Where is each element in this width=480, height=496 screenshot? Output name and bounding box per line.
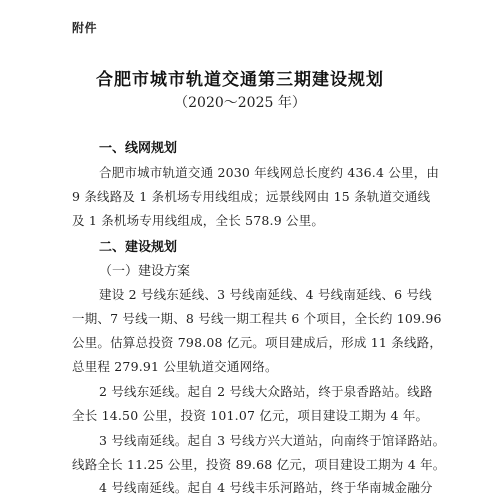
section-heading-network-planning: 一、线网规划: [99, 141, 178, 156]
paragraph-line: 及 1 条机场专用线组成，全长 578.9 公里。: [72, 213, 325, 228]
subsection-heading-construction-scheme: （一）建设方案: [99, 264, 191, 279]
paragraph-line-partial: 4 号线南延线。起自 4 号线丰乐河路站，终于华南城金融分: [99, 480, 433, 495]
document-subtitle: （2020～2025 年）: [174, 95, 306, 111]
document-title: 合肥市城市轨道交通第三期建设规划: [96, 70, 384, 90]
paragraph-line: 建设 2 号线东延线、3 号线南延线、4 号线南延线、6 号线: [99, 287, 432, 302]
paragraph-line: 全长 14.50 公里，投资 101.07 亿元，项目建设工期为 4 年。: [72, 408, 429, 423]
paragraph-line: 合肥市城市轨道交通 2030 年线网总长度约 436.4 公里，由: [99, 165, 440, 180]
paragraph-line: 3 号线南延线。起自 3 号线方兴大道站，向南终于馆译路站。: [99, 433, 446, 448]
paragraph-line: 9 条线路及 1 条机场专用线组成；远景线网由 15 条轨道交通线: [72, 189, 431, 204]
section-heading-construction-planning: 二、建设规划: [99, 240, 178, 255]
attachment-label: 附件: [72, 21, 98, 35]
paragraph-line: 一期、7 号线一期、8 号线一期工程共 6 个项目，全长约 109.96: [72, 311, 442, 326]
paragraph-line: 公里。估算总投资 798.08 亿元。项目建成后，形成 11 条线路，: [72, 335, 443, 350]
paragraph-line: 总里程 279.91 公里轨道交通网络。: [72, 359, 278, 374]
paragraph-line: 线路全长 11.25 公里，投资 89.68 亿元，项目建设工期为 4 年。: [72, 457, 446, 472]
paragraph-line: 2 号线东延线。起自 2 号线大众路站，终于泉香路站。线路: [99, 384, 433, 399]
